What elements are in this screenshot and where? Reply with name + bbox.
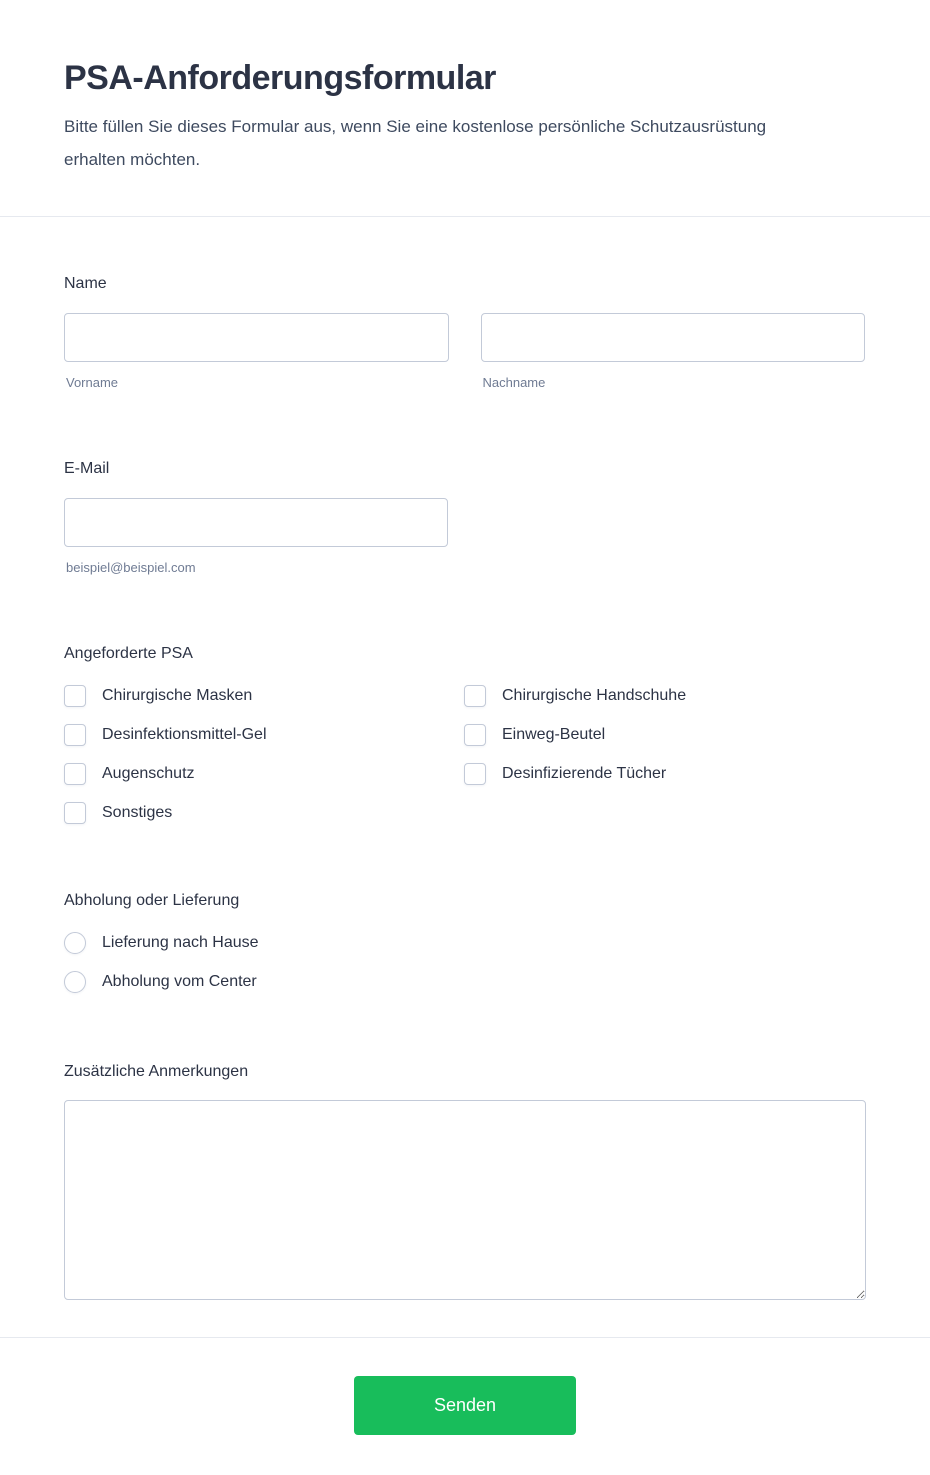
- checkbox-label: Chirurgische Handschuhe: [502, 687, 687, 704]
- delivery-options-list: [64, 932, 865, 993]
- notes-section: [64, 1061, 865, 1305]
- checkbox-label: Sonstiges: [102, 804, 173, 821]
- name-label: Name: [64, 275, 107, 292]
- radio-label: Lieferung nach Hause: [102, 934, 259, 951]
- email-label: E-Mail: [64, 460, 110, 477]
- checkbox-label: Augenschutz: [102, 765, 195, 782]
- checkbox-option-desinfektionsmittel-gel[interactable]: [64, 724, 464, 746]
- email-section: [64, 458, 865, 577]
- radio-abholung-vom-center[interactable]: [64, 971, 86, 993]
- checkbox-label: Einweg-Beutel: [502, 726, 606, 743]
- page-title: PSA-Anforderungsformular: [64, 59, 496, 97]
- checkbox-label: Chirurgische Masken: [102, 687, 253, 704]
- checkbox-label: Desinfizierende Tücher: [502, 765, 667, 782]
- checkbox-desinfektionsmittel-gel[interactable]: [64, 724, 86, 746]
- last-name-input[interactable]: [481, 313, 866, 362]
- checkbox-option-sonstiges[interactable]: [64, 802, 464, 824]
- page-subtitle: Bitte füllen Sie dieses Formular aus, wenn Sie eine kostenlose persönliche Schutzausrüstung erhalten möchten.: [64, 117, 767, 169]
- email-input[interactable]: [64, 498, 448, 547]
- first-name-sublabel: Vorname: [66, 375, 119, 390]
- notes-textarea[interactable]: [64, 1100, 866, 1300]
- checkbox-option-einweg-beutel[interactable]: [464, 724, 865, 746]
- ppe-label: Angeforderte PSA: [64, 645, 193, 662]
- notes-label: Zusätzliche Anmerkungen: [64, 1063, 249, 1080]
- radio-option-lieferung-nach-hause[interactable]: [64, 932, 865, 954]
- checkbox-augenschutz[interactable]: [64, 763, 86, 785]
- checkbox-chirurgische-masken[interactable]: [64, 685, 86, 707]
- radio-option-abholung-vom-center[interactable]: [64, 971, 865, 993]
- checkbox-desinfizierende-tuecher[interactable]: [464, 763, 486, 785]
- submit-button[interactable]: Senden: [354, 1376, 576, 1435]
- form-header: [0, 0, 930, 217]
- email-sublabel: beispiel@beispiel.com: [66, 560, 196, 575]
- submit-section: [0, 1338, 930, 1475]
- delivery-section: [64, 890, 865, 993]
- checkbox-chirurgische-handschuhe[interactable]: [464, 685, 486, 707]
- radio-label: Abholung vom Center: [102, 973, 257, 990]
- checkbox-sonstiges[interactable]: [64, 802, 86, 824]
- name-section: [64, 273, 865, 392]
- last-name-sublabel: Nachname: [482, 375, 546, 390]
- email-input-row: [64, 498, 865, 547]
- name-inputs-row: [64, 313, 865, 362]
- checkbox-option-augenschutz[interactable]: [64, 763, 464, 785]
- form-body: [0, 273, 930, 1338]
- checkbox-einweg-beutel[interactable]: [464, 724, 486, 746]
- checkbox-option-chirurgische-handschuhe[interactable]: [464, 685, 865, 707]
- radio-lieferung-nach-hause[interactable]: [64, 932, 86, 954]
- checkbox-option-chirurgische-masken[interactable]: [64, 685, 464, 707]
- checkbox-label: Desinfektionsmittel-Gel: [102, 726, 267, 743]
- ppe-section: [64, 643, 865, 824]
- ppe-options-grid: [64, 685, 865, 824]
- first-name-input[interactable]: [64, 313, 449, 362]
- checkbox-option-desinfizierende-tuecher[interactable]: [464, 763, 865, 785]
- delivery-label: Abholung oder Lieferung: [64, 892, 240, 909]
- name-sublabels: [64, 374, 865, 392]
